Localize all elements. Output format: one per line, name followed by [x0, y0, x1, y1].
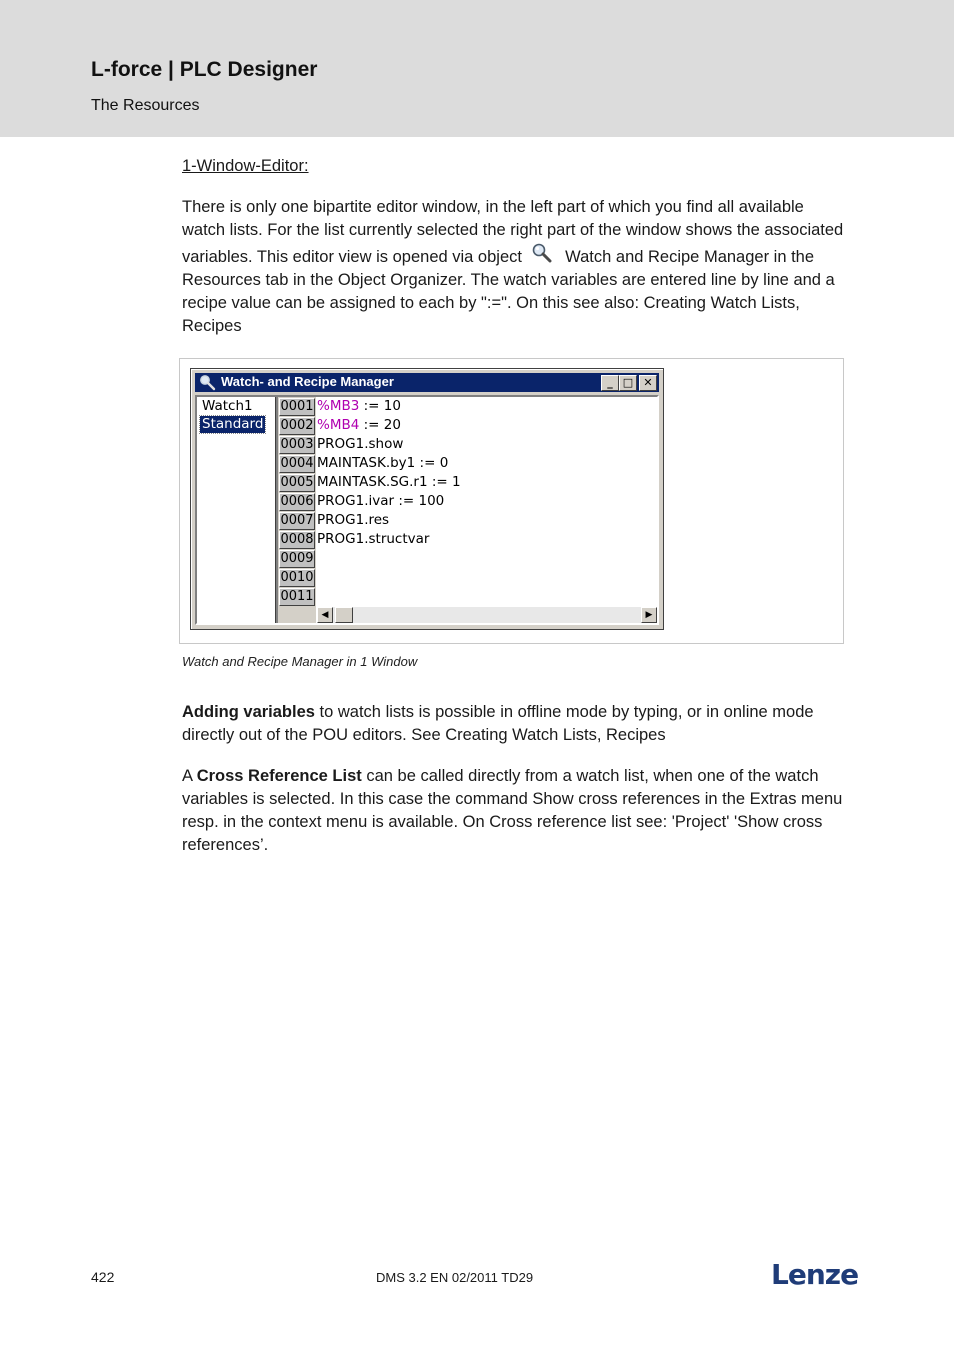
minimize-button[interactable]: _ — [601, 375, 619, 391]
line-number: 0002 — [280, 418, 314, 433]
magnifier-icon — [531, 242, 553, 264]
scroll-thumb[interactable] — [335, 607, 353, 623]
address-token: %MB3 — [317, 398, 360, 414]
line-number: 0010 — [280, 570, 314, 585]
section-heading: 1-Window-Editor: — [182, 157, 309, 175]
paragraph-intro-part1: There is only one bipartite editor window, in the left part of which you find all available watch lists. For the list currently selected the right part of the window shows the associated variables. This editor view is opened via object — [182, 198, 844, 266]
watch-recipe-manager-window — [190, 368, 664, 630]
line-number: 0005 — [280, 475, 314, 490]
paragraph-cross-reference — [182, 765, 844, 857]
watch-variable-line[interactable] — [317, 473, 461, 492]
watch-variable-line[interactable] — [317, 435, 403, 454]
line-text: PROG1.structvar — [317, 531, 430, 547]
paragraph-intro-part2: Watch and Recipe Manager in the Resources tab in the Object Organizer. The watch variables are entered line by line and a recipe value can be assigned to each by ":=". On this see also: Creating Watch Lists, Recipes — [182, 248, 835, 335]
paragraph-intro — [182, 196, 844, 338]
line-number: 0004 — [280, 456, 314, 471]
lenze-logo: Lenze — [771, 1258, 859, 1291]
address-token: %MB4 — [317, 417, 360, 433]
line-text: PROG1.show — [317, 436, 404, 452]
line-number: 0003 — [280, 437, 314, 452]
line-number: 0001 — [280, 399, 314, 414]
line-text: := 10 — [359, 398, 401, 414]
paragraph-adding-variables — [182, 701, 844, 747]
close-button[interactable]: ✕ — [639, 375, 657, 391]
figure-caption: Watch and Recipe Manager in 1 Window — [182, 654, 418, 669]
bold-term: Adding variables — [182, 703, 315, 721]
document-title: L-force | PLC Designer — [91, 58, 318, 81]
line-text: MAINTASK.SG.r1 := 1 — [317, 474, 461, 490]
watch-list-item-selected[interactable]: Standard — [202, 416, 264, 432]
paragraph-lead: A — [182, 767, 197, 785]
line-number: 0011 — [280, 589, 314, 604]
scrollbar-corner — [278, 607, 316, 623]
window-client-area — [195, 395, 659, 625]
page-header — [0, 0, 954, 137]
line-number: 0008 — [280, 532, 314, 547]
watch-list-item[interactable]: Watch1 — [202, 398, 253, 414]
maximize-button[interactable]: □ — [619, 375, 637, 391]
watch-variable-line[interactable] — [317, 397, 401, 416]
chapter-title: The Resources — [91, 97, 200, 114]
line-number: 0006 — [280, 494, 314, 509]
watch-variable-line[interactable] — [317, 530, 429, 549]
watch-variable-line[interactable] — [317, 492, 444, 511]
watch-variable-line[interactable] — [317, 454, 448, 473]
window-title: Watch- and Recipe Manager — [221, 374, 394, 389]
line-text: PROG1.ivar := 100 — [317, 493, 445, 509]
line-number: 0007 — [280, 513, 314, 528]
paragraph-text: can be called directly from a watch list, when one of the watch variables is selected. In this case the command Show cross references in the Extras menu resp. in the context menu is available. On Cross reference list see: 'Project' 'Show cross references’. — [182, 767, 843, 854]
scroll-left-button[interactable]: ◀ — [317, 607, 333, 623]
document-id: DMS 3.2 EN 02/2011 TD29 — [376, 1270, 534, 1285]
watch-variable-line[interactable] — [317, 511, 389, 530]
line-text: MAINTASK.by1 := 0 — [317, 455, 449, 471]
paragraph-text: to watch lists is possible in offline mode by typing, or in online mode directly out of the POU editors. See Creating Watch Lists, Recipes — [182, 703, 814, 744]
scroll-right-button[interactable]: ▶ — [641, 607, 657, 623]
bold-term: Cross Reference List — [196, 767, 362, 785]
line-number-column — [278, 397, 316, 607]
magnifier-icon — [199, 374, 216, 391]
line-number: 0009 — [280, 551, 314, 566]
horizontal-scrollbar[interactable] — [317, 607, 657, 623]
watch-variable-line[interactable] — [317, 416, 401, 435]
window-titlebar[interactable] — [195, 373, 659, 392]
watch-list-pane — [197, 397, 275, 623]
line-text: := 20 — [359, 417, 401, 433]
page-number: 422 — [91, 1269, 115, 1285]
line-text: PROG1.res — [317, 512, 390, 528]
